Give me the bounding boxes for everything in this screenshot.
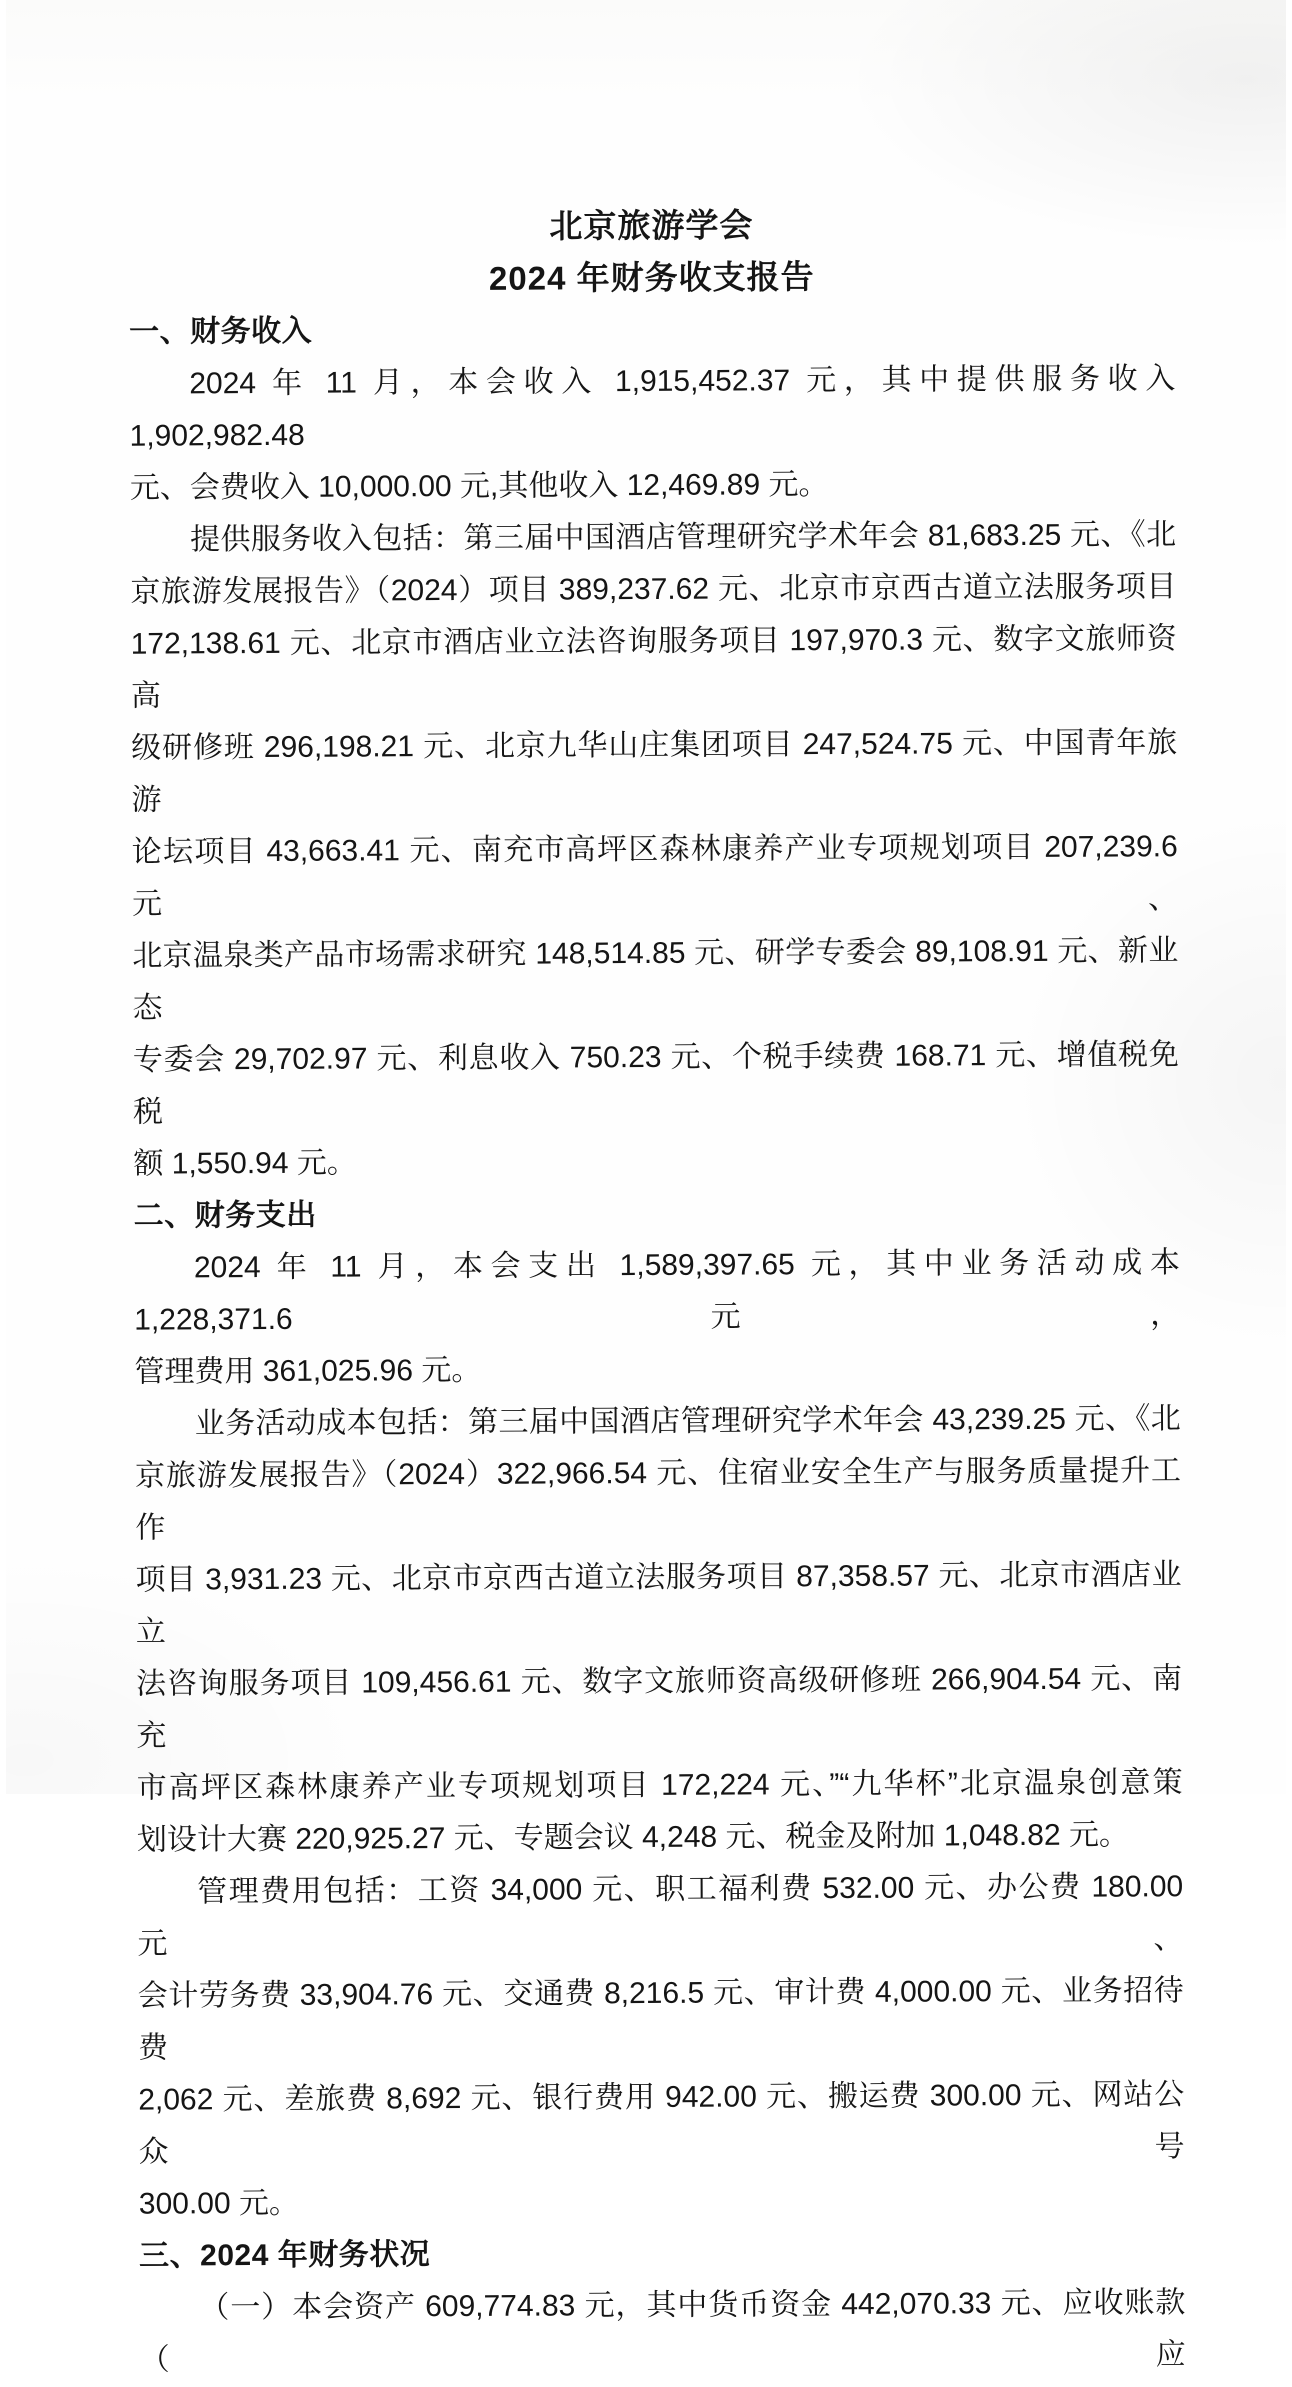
report-subtitle: 2024 年财务收支报告 [488, 258, 815, 297]
text-line: 300.00 元。 [138, 2186, 300, 2221]
paragraph-income-summary [129, 353, 1176, 514]
section-heading-income: 一、财务收入 [128, 314, 313, 349]
text-line: 京旅游发展报告》（2024）322,966.54 元、住宿业安全生产与服务质量提升工作 [134, 1454, 1182, 1545]
text-line: 业务活动成本包括：第三届中国酒店管理研究学术年会 43,239.25 元、《北 [194, 1402, 1181, 1441]
text-line: （一）本会资产 609,774.83 元，其中货币资金 442,070.33 元、应收账款（应 [139, 2286, 1186, 2377]
text-line: 172,138.61 元、北京市酒店业立法咨询服务项目 197,970.3 元、数字文旅师资高 [130, 622, 1177, 713]
text-line: 元、会费收入 10,000.00 元,其他收入 12,469.89 元。 [129, 468, 829, 505]
report-body [1, 0, 1292, 2387]
text-line: 市高坪区森林康养产业专项规划项目 172,224 元、”“九华杯”北京温泉创意策 [136, 1766, 1183, 1805]
section-heading-financial-status: 三、2024 年财务状况 [139, 2238, 431, 2273]
paragraph-assets-summary [139, 2277, 1186, 2386]
paragraph-management-fee-detail [137, 1861, 1185, 2230]
text-line: 管理费用包括：工资 34,000 元、职工福利费 532.00 元、办公费 180.00 元、 [137, 1870, 1184, 1961]
text-line: 2,062 元、差旅费 8,692 元、银行费用 942.00 元、搬运费 300.00 元、网站公众号 [138, 2078, 1185, 2169]
report-title: 北京旅游学会 [549, 206, 754, 245]
text-line: 北京温泉类产品市场需求研究 148,514.85 元、研学专委会 89,108.91 元、新业态 [132, 934, 1179, 1025]
paragraph-activity-cost-detail [135, 1393, 1183, 1866]
text-line: 项目 3,931.23 元、北京市京西古道立法服务项目 87,358.57 元、北京市酒店业立 [135, 1558, 1182, 1649]
text-line: 京旅游发展报告》（2024）项目 389,237.62 元、北京市京西古道立法服务项目 [130, 570, 1177, 609]
document-page [6, 0, 1286, 2377]
text-line: 法咨询服务项目 109,456.61 元、数字文旅师资高级研修班 266,904.54 元、南充 [136, 1662, 1183, 1753]
scanned-sheet [1, 0, 1290, 2377]
section-heading-expenditure: 二、财务支出 [133, 1198, 317, 1233]
text-line: 管理费用 361,025.96 元。 [134, 1353, 482, 1389]
text-line: 额 1,550.94 元。 [133, 1146, 357, 1181]
text-line: 2024 年 11 月，本会支出 1,589,397.65 元，其中业务活动成本 1,228,371.6 元， [134, 1246, 1181, 1337]
text-line: 2024 年 11 月，本会收入 1,915,452.37 元，其中提供服务收入 1,902,982.48 [129, 362, 1176, 453]
text-line: 专委会 29,702.97 元、利息收入 750.23 元、个税手续费 168.71 元、增值税免税 [132, 1038, 1179, 1129]
text-line: 级研修班 296,198.21 元、北京九华山庄集团项目 247,524.75 元、中国青年旅游 [131, 726, 1178, 817]
paragraph-service-income-detail [130, 509, 1180, 1190]
text-line: 划设计大赛 220,925.27 元、专题会议 4,248 元、税金及附加 1,048.82 元。 [136, 1818, 1130, 1857]
text-line: 论坛项目 43,663.41 元、南充市高坪区森林康养产业专项规划项目 207,239.6 元、 [131, 830, 1179, 921]
paragraph-expenditure-summary [134, 1237, 1181, 1398]
text-line: 提供服务收入包括：第三届中国酒店管理研究学术年会 81,683.25 元、《北 [190, 518, 1177, 557]
text-line: 会计劳务费 33,904.76 元、交通费 8,216.5 元、审计费 4,000.00 元、业务招待费 [137, 1974, 1184, 2065]
